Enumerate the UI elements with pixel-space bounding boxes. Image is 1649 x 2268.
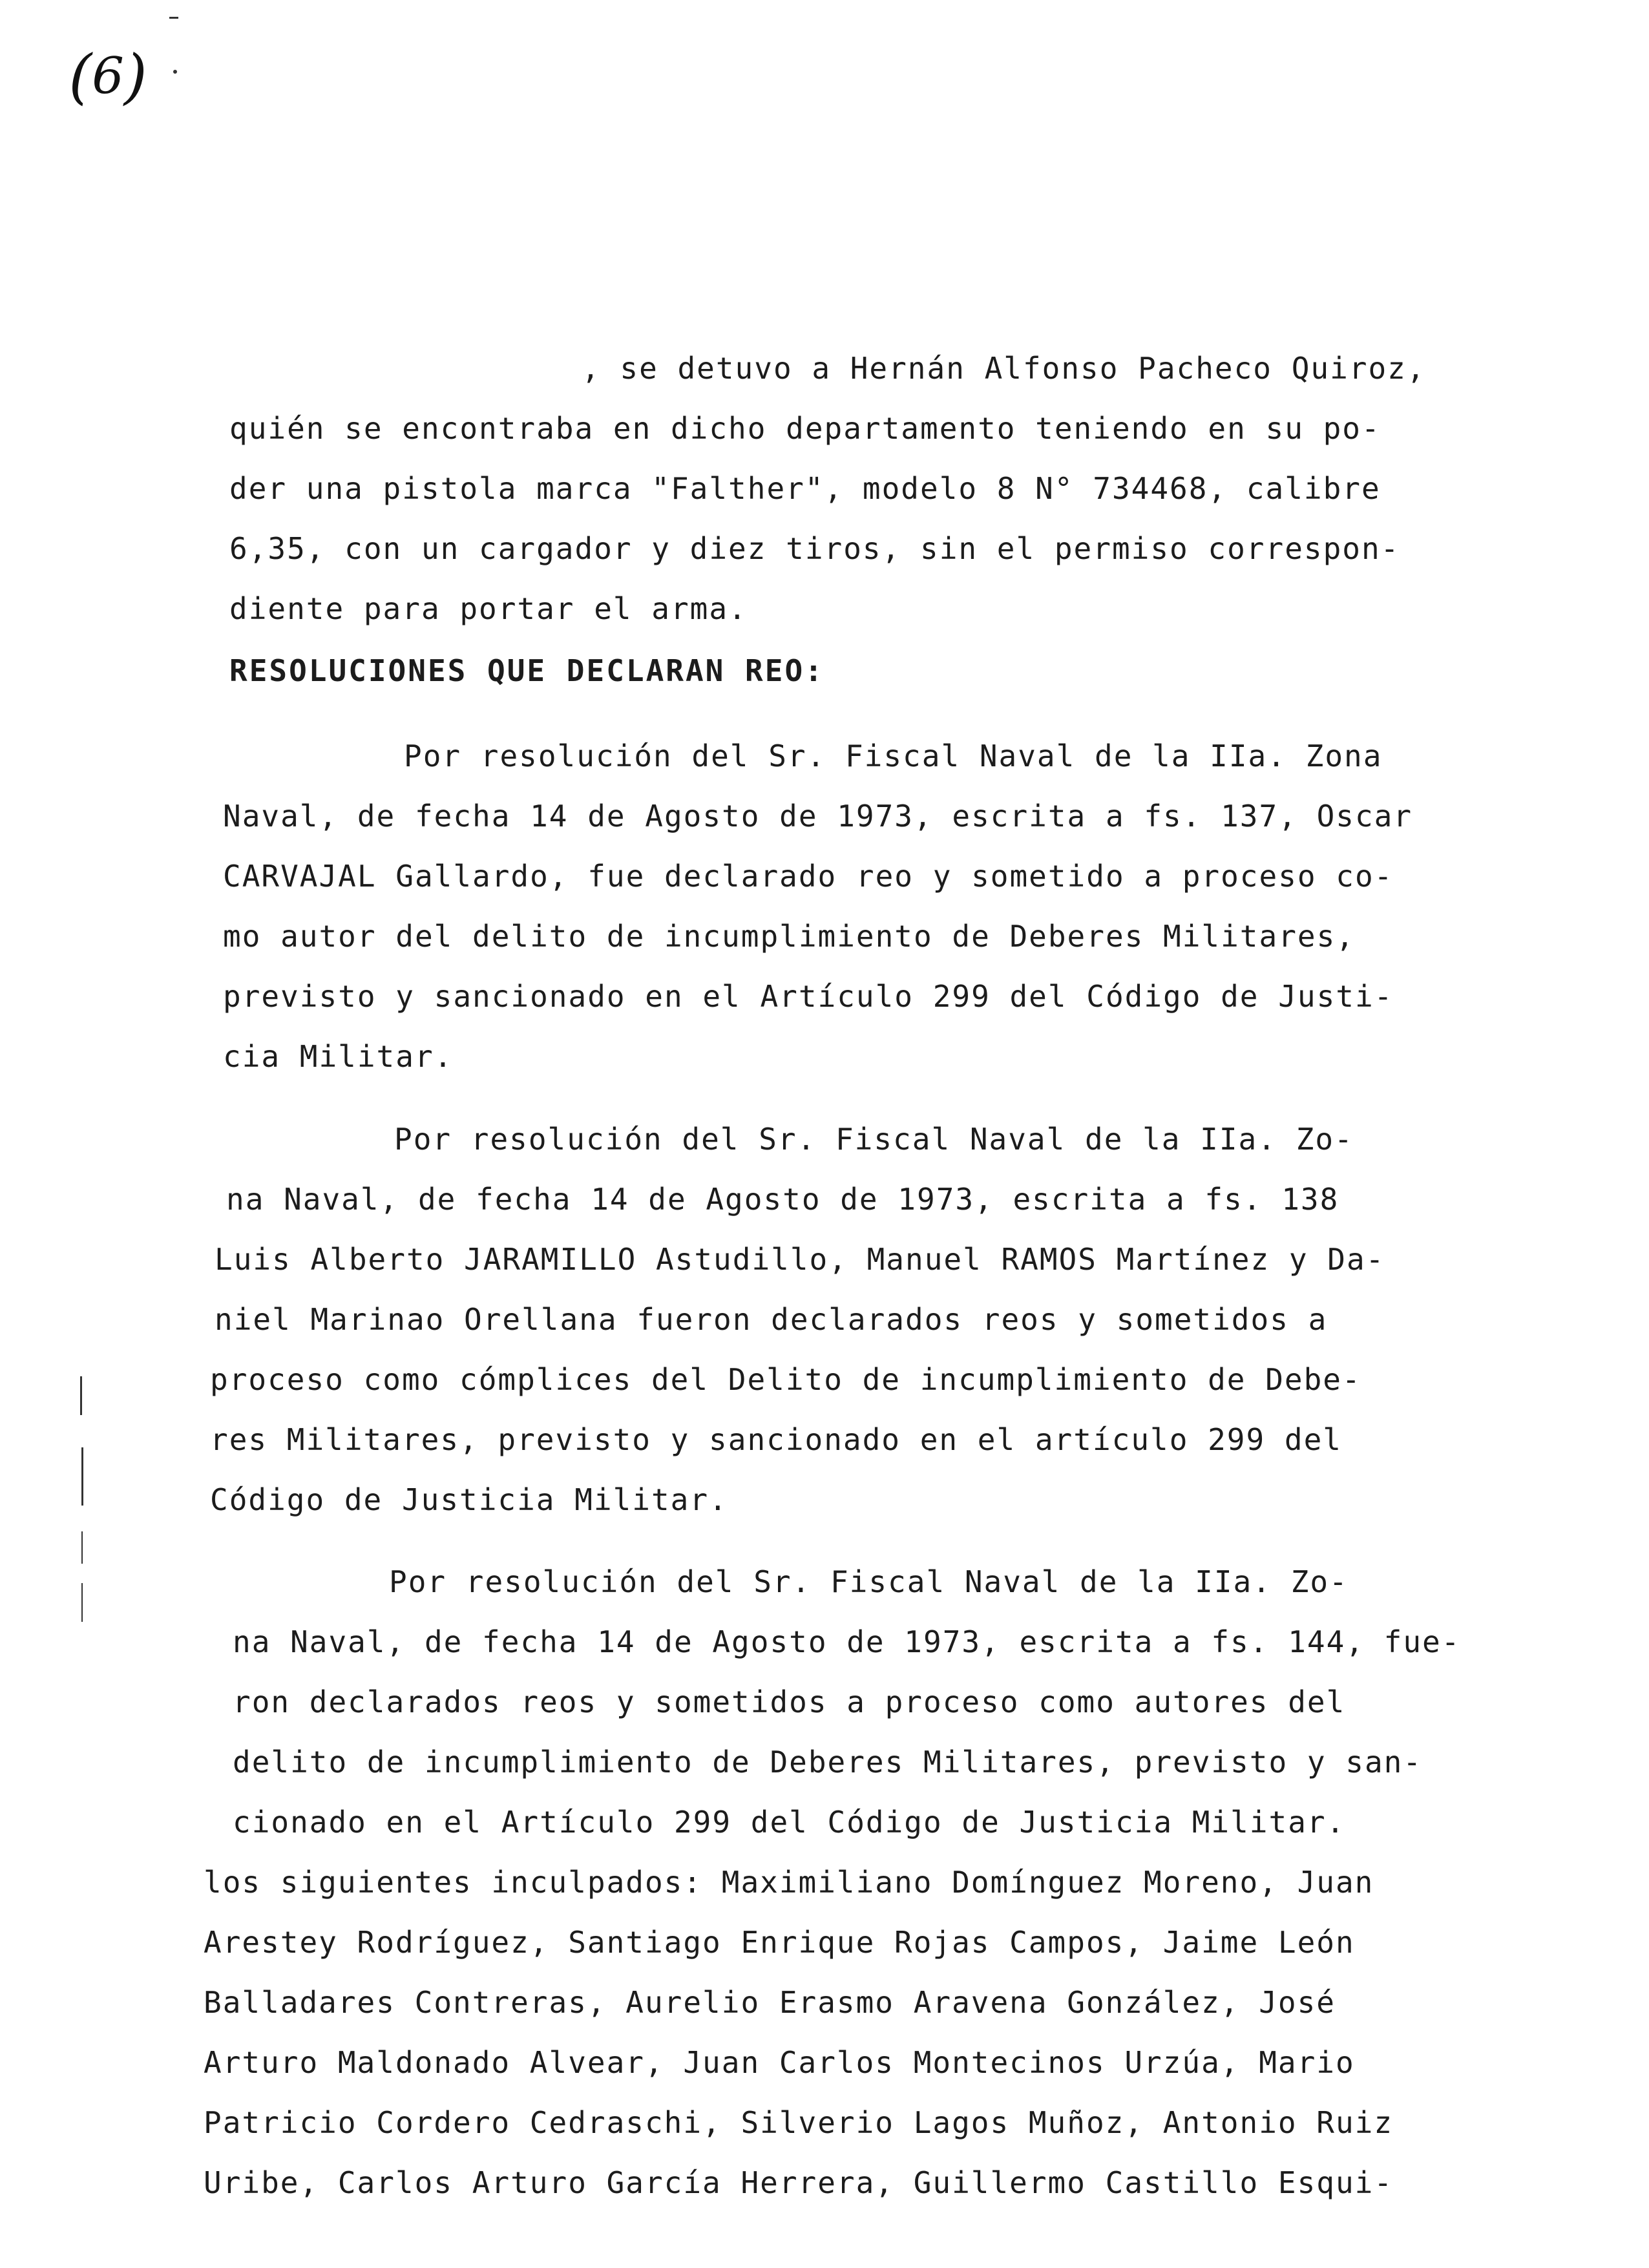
margin-line xyxy=(80,1376,82,1415)
text-line: proceso como cómplices del Delito de incumplimiento de Debe- xyxy=(210,1362,1361,1397)
text-line: cia Militar. xyxy=(223,1039,454,1074)
text-line: Por resolución del Sr. Fiscal Naval de la IIa. Zo- xyxy=(394,1122,1354,1157)
text-line: res Militares, previsto y sancionado en el artículo 299 del xyxy=(210,1422,1342,1457)
text-line: CARVAJAL Gallardo, fue declarado reo y sometido a proceso co- xyxy=(223,859,1394,894)
page-number: ( 6 ) xyxy=(68,41,147,111)
page-number-value: 6 xyxy=(92,47,124,105)
text-line: Arturo Maldonado Alvear, Juan Carlos Montecinos Urzúa, Mario xyxy=(204,2045,1355,2080)
text-line: Naval, de fecha 14 de Agosto de 1973, escrita a fs. 137, Oscar xyxy=(223,799,1413,834)
text-line: Patricio Cordero Cedraschi, Silverio Lagos Muñoz, Antonio Ruiz xyxy=(204,2105,1394,2140)
text-line: mo autor del delito de incumplimiento de Deberes Militares, xyxy=(223,919,1355,954)
text-line: na Naval, de fecha 14 de Agosto de 1973, escrita a fs. 144, fue- xyxy=(233,1624,1461,1659)
text-line: der una pistola marca "Falther", modelo 8 N° 734468, calibre xyxy=(229,471,1381,506)
text-line: Luis Alberto JARAMILLO Astudillo, Manuel RAMOS Martínez y Da- xyxy=(215,1242,1385,1277)
text-line: 6,35, con un cargador y diez tiros, sin el permiso correspon- xyxy=(229,531,1400,566)
text-line: los siguientes inculpados: Maximiliano Domínguez Moreno, Juan xyxy=(204,1865,1374,1900)
text-line: Código de Justicia Militar. xyxy=(210,1482,728,1517)
margin-line xyxy=(81,1583,83,1622)
text-line: ron declarados reos y sometidos a proceso como autores del xyxy=(233,1685,1346,1719)
text-line: quién se encontraba en dicho departamento teniendo en su po- xyxy=(229,411,1381,446)
text-line: delito de incumplimiento de Deberes Militares, previsto y san- xyxy=(233,1745,1423,1780)
text-line: Por resolución del Sr. Fiscal Naval de la IIa. Zo- xyxy=(389,1564,1349,1599)
text-line: na Naval, de fecha 14 de Agosto de 1973, escrita a fs. 138 xyxy=(226,1182,1339,1217)
text-line: diente para portar el arma. xyxy=(229,591,748,626)
text-line: niel Marinao Orellana fueron declarados reos y sometidos a xyxy=(215,1302,1328,1337)
scan-mark xyxy=(173,70,177,74)
margin-line xyxy=(81,1447,83,1506)
scan-mark xyxy=(169,17,178,19)
text-line: , se detuvo a Hernán Alfonso Pacheco Quiroz, xyxy=(582,351,1426,386)
text-line: Uribe, Carlos Arturo García Herrera, Guillermo Castillo Esqui- xyxy=(204,2165,1394,2200)
text-line: previsto y sancionado en el Artículo 299 del Código de Justi- xyxy=(223,979,1394,1014)
margin-line xyxy=(81,1531,83,1564)
text-line: Arestey Rodríguez, Santiago Enrique Rojas Campos, Jaime León xyxy=(204,1925,1355,1960)
text-line: Balladares Contreras, Aurelio Erasmo Aravena González, José xyxy=(204,1985,1336,2020)
section-heading: RESOLUCIONES QUE DECLARAN REO: xyxy=(229,653,824,688)
text-line: cionado en el Artículo 299 del Código de Justicia Militar. xyxy=(233,1805,1346,1840)
text-line: Por resolución del Sr. Fiscal Naval de la IIa. Zona xyxy=(404,739,1383,773)
